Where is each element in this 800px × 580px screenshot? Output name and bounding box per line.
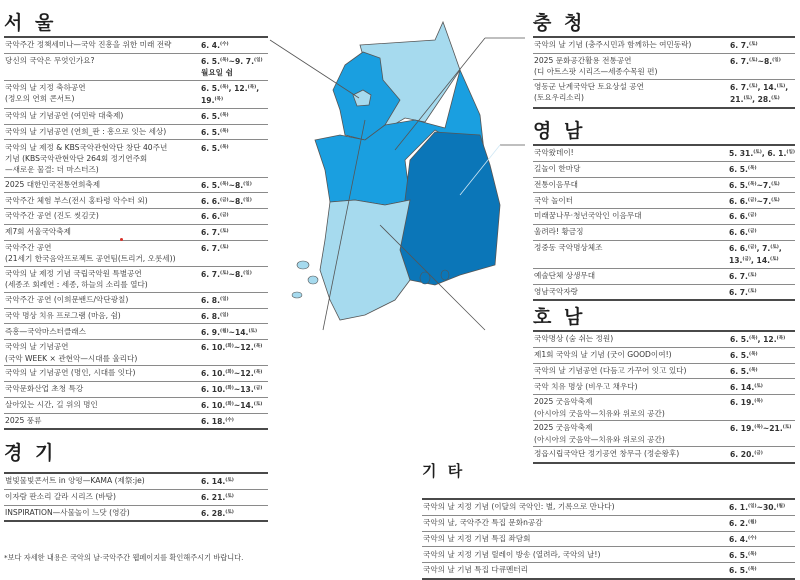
- event-date: 6. 2.$^{(월)}$: [728, 515, 795, 531]
- weekday-superscript: (일): [253, 58, 263, 64]
- seoul-heading: 서 울: [4, 12, 57, 34]
- weekday-superscript: (토): [225, 478, 234, 484]
- weekday-superscript: (일): [243, 271, 252, 277]
- event-title: 국악의 날 기념 (충주시민과 함께하는 여민동락): [533, 37, 729, 53]
- weekday-superscript: (토): [219, 271, 229, 277]
- event-title: 국악주간 공연 (진도 씻김굿): [4, 209, 200, 225]
- event-date: 6. 5.$^{(목)}$~8.$^{(일)}$: [200, 177, 268, 193]
- event-title: 국악 명상 치유 프로그램 (마음, 쉼): [4, 308, 200, 324]
- event-row: [533, 421, 795, 447]
- event-date: 5. 31.$^{(토)}$, 6. 1.$^{(일)}$: [728, 145, 795, 161]
- event-row: [533, 193, 795, 209]
- weekday-superscript: (목): [747, 567, 757, 573]
- event-date: 6. 5.$^{(목)}$: [200, 108, 268, 124]
- event-title: 2025 굿음악축제 (아시아의 굿음악—치유와 위로의 공간): [533, 421, 729, 447]
- event-date: 6. 5.$^{(목)}$~9. 7.$^{(일)}$ 월요일 쉼: [200, 53, 268, 80]
- event-row: [4, 80, 268, 108]
- event-title: 국악의 날 지정 축하공연 (정오의 연희 콘서트): [4, 80, 200, 108]
- event-row: [4, 413, 268, 429]
- event-title: 예술단체 상생무대: [533, 268, 728, 284]
- event-title: 국악명상 (숨 쉬는 정원): [533, 331, 729, 347]
- red-dot-mark: [120, 238, 123, 241]
- weekday-superscript: (토): [771, 197, 780, 203]
- weekday-superscript: (토): [771, 181, 780, 187]
- weekday-superscript: (목): [253, 344, 263, 350]
- event-row: [4, 140, 268, 177]
- event-row: [533, 79, 795, 108]
- weekday-superscript: (토): [747, 288, 757, 294]
- weekday-superscript: (토): [754, 383, 763, 389]
- event-title: 제7회 서울국악축제: [4, 224, 200, 240]
- event-date: 6. 5.$^{(목)}$: [729, 363, 795, 379]
- event-title: 이자람 판소리 갈라 시리즈 (바탕): [4, 489, 200, 505]
- event-row: [533, 161, 795, 177]
- event-title: 국악의 날 지정 기념 릴레이 방송 (열려라, 국악의 날!): [422, 547, 728, 563]
- event-date: 6. 14.$^{(토)}$: [729, 379, 795, 395]
- event-row: [4, 240, 268, 266]
- honam-heading: 호 남: [533, 306, 586, 328]
- weekday-superscript: (목): [253, 370, 263, 376]
- event-title: 국악의 날 기념공연 (국악 WEEK × 관현악—시대를 울리다): [4, 340, 200, 366]
- weekday-superscript: (금): [747, 229, 757, 235]
- event-date: 6. 6.$^{(금)}$~7.$^{(토)}$: [728, 193, 795, 209]
- event-row: [422, 547, 795, 563]
- event-title: 국악주간 정책세미나—국악 진흥을 위한 미래 전략: [4, 37, 200, 53]
- weekday-superscript: (화): [225, 402, 234, 408]
- weekday-superscript: (토): [770, 245, 779, 251]
- event-title: 국악의 날 기념 특집 다큐멘터리: [423, 565, 529, 575]
- event-row: [4, 292, 268, 308]
- event-title: 국악의 날 지정 기념 (이달의 국악인: 별, 기록으로 만나다): [422, 499, 728, 515]
- event-date: 6. 10.$^{(화)}$~12.$^{(목)}$: [200, 366, 268, 382]
- event-title: 미래꿈나무·청년국악인 이음무대: [533, 209, 728, 225]
- gyeonggi-event-table: [4, 472, 268, 522]
- map-region-yeongnam: [400, 132, 500, 285]
- event-row: [4, 381, 268, 397]
- event-title: 영남국악자랑: [534, 286, 579, 296]
- event-date: 6. 10.$^{(화)}$~13.$^{(금)}$: [200, 381, 268, 397]
- weekday-superscript: (화): [225, 370, 234, 376]
- weekday-superscript: (일): [772, 58, 781, 64]
- weekday-superscript: (화): [225, 344, 234, 350]
- weekday-superscript: (일): [747, 504, 757, 510]
- gyeonggi-heading: 경 기: [4, 442, 57, 464]
- event-row: [4, 340, 268, 366]
- yeongnam-section: [533, 120, 795, 301]
- event-date: 6. 19.$^{(목)}$: [729, 395, 795, 421]
- yeongnam-event-table: [533, 144, 795, 301]
- event-date: 6. 5.$^{(목)}$~7.$^{(토)}$: [728, 177, 795, 193]
- event-title: 2025 굿음악축제 (아시아의 굿음악—치유와 위로의 공간): [533, 395, 729, 421]
- event-title: 제1회 국악의 날 기념 (굿이 GOOD이여!): [533, 347, 729, 363]
- weekday-superscript: (목): [219, 85, 229, 91]
- chungcheong-section: [533, 12, 795, 109]
- event-title: 국악주간 체험 부스(전시 홍타령 악수터 외): [4, 193, 200, 209]
- event-title: 국악 치유 명상 (비우고 채우다): [533, 379, 729, 395]
- weekday-superscript: (목): [219, 181, 229, 187]
- event-date: 6. 5.$^{(목)}$, 12.$^{(목)}$, 19.$^{(목)}$: [200, 80, 268, 108]
- event-row: [4, 53, 268, 80]
- event-row: [4, 489, 268, 505]
- weekday-superscript: (금): [253, 386, 263, 392]
- event-date: 6. 7.$^{(토)}$~8.$^{(일)}$: [200, 266, 268, 292]
- weekday-superscript: (토): [248, 328, 258, 334]
- korea-region-map: [285, 10, 525, 330]
- event-date: 6. 20.$^{(금)}$: [730, 450, 763, 460]
- weekday-superscript: (화): [225, 386, 234, 392]
- weekday-superscript: (토): [748, 58, 758, 64]
- event-title: 2025 풍류: [5, 415, 42, 425]
- weekday-superscript: (토): [753, 150, 762, 156]
- weekday-superscript: (목): [754, 425, 763, 431]
- map-region-honam: [320, 200, 410, 320]
- weekday-superscript: (목): [219, 58, 229, 64]
- event-row: [4, 124, 268, 140]
- weekday-superscript: (목): [776, 336, 786, 342]
- weekday-superscript: (금): [747, 213, 757, 219]
- map-island: [297, 261, 309, 269]
- event-row: [533, 379, 795, 395]
- weekday-superscript: (월): [747, 520, 757, 526]
- event-row: [533, 268, 795, 284]
- event-title: 국악문화산업 초청 특강: [4, 381, 200, 397]
- event-row: [422, 515, 795, 531]
- event-date: 6. 8.$^{(일)}$: [200, 308, 268, 324]
- event-row: [4, 193, 268, 209]
- event-title: 국악주간 공연 (21세기 한국음악프로젝트 공연팀(트리거, 오롯세)): [4, 240, 200, 266]
- seoul-event-table: [4, 36, 268, 430]
- event-row: [4, 366, 268, 382]
- weekday-superscript: (목): [748, 336, 758, 342]
- event-title: 정중동 국악명상체조: [533, 240, 728, 268]
- event-row: [4, 224, 268, 240]
- weekday-superscript: (목): [219, 144, 229, 150]
- map-island: [441, 270, 449, 280]
- event-date: 6. 5.$^{(목)}$, 12.$^{(목)}$: [729, 331, 795, 347]
- event-date: 6. 19.$^{(목)}$~21.$^{(토)}$: [729, 421, 795, 447]
- event-date: 6. 5.$^{(목)}$: [200, 124, 268, 140]
- event-date: 6. 5.$^{(목)}$: [728, 161, 795, 177]
- gyeonggi-section: [4, 442, 268, 522]
- weekday-superscript: (토): [253, 402, 263, 408]
- weekday-superscript: (목): [747, 551, 757, 557]
- weekday-superscript: (토): [219, 229, 229, 235]
- footnote: *보다 자세한 내용은 국악의 날·국악주간 웹페이지를 확인해주시기 바랍니다.: [4, 553, 244, 562]
- weekday-superscript: (목): [219, 128, 229, 134]
- weekday-superscript: (토): [225, 494, 234, 500]
- event-title: 살아있는 시간, 길 위의 명인: [4, 397, 200, 413]
- event-row: [533, 347, 795, 363]
- weekday-superscript: (일): [219, 297, 229, 303]
- event-date: 6. 10.$^{(화)}$~12.$^{(목)}$: [200, 340, 268, 366]
- event-date: 6. 9.$^{(월)}$~14.$^{(토)}$: [200, 324, 268, 340]
- weekday-superscript: (수): [747, 535, 757, 541]
- honam-event-table: [533, 330, 795, 464]
- event-row: [422, 499, 795, 515]
- weekday-superscript: (목): [747, 181, 757, 187]
- event-row: [4, 209, 268, 225]
- event-row: [533, 145, 795, 161]
- weekday-superscript: (일): [243, 181, 252, 187]
- event-row: [422, 563, 795, 579]
- map-island: [308, 276, 318, 284]
- event-title: 국악의 날 기념공연 (다듬고 가꾸어 잇고 있다): [533, 363, 729, 379]
- event-title: 국악의 날 지정 기념 특집 좌담회: [422, 531, 728, 547]
- map-island: [292, 292, 302, 298]
- event-date: 6. 7.$^{(토)}$: [200, 240, 268, 266]
- seoul-section: [4, 12, 268, 430]
- event-row: [4, 308, 268, 324]
- event-date: 6. 7.$^{(토)}$~8.$^{(일)}$: [729, 53, 795, 79]
- weekday-superscript: (토): [748, 84, 758, 90]
- weekday-superscript: (일): [219, 312, 229, 318]
- event-date: 6. 4.$^{(수)}$: [200, 37, 268, 53]
- weekday-superscript: (목): [219, 113, 229, 119]
- event-row: [533, 284, 795, 300]
- event-date: 6. 7.$^{(토)}$: [729, 37, 795, 53]
- event-date: 6. 4.$^{(수)}$: [728, 531, 795, 547]
- weekday-superscript: (금): [219, 213, 229, 219]
- event-date: 6. 5.$^{(목)}$: [728, 547, 795, 563]
- event-row: [533, 37, 795, 53]
- weekday-superscript: (금): [747, 245, 757, 251]
- weekday-superscript: (월): [219, 328, 229, 334]
- event-date: 6. 7.$^{(토)}$: [728, 287, 757, 297]
- event-date: 6. 1.$^{(일)}$~30.$^{(월)}$: [728, 499, 795, 515]
- weekday-superscript: (목): [247, 85, 257, 91]
- etc-section: [422, 460, 795, 580]
- event-row: [533, 331, 795, 347]
- event-date: 6. 7.$^{(토)}$: [728, 268, 795, 284]
- event-row: [533, 209, 795, 225]
- weekday-superscript: (토): [748, 42, 758, 48]
- event-row: [4, 473, 268, 489]
- weekday-superscript: (토): [747, 273, 757, 279]
- event-title: 2025 문화공간활용 전통공연 (디 아트스팟 시리즈—세종수목원 편): [533, 53, 729, 79]
- event-title: 정읍시립국악단 정기공연 창무극 (정순왕후): [534, 449, 680, 459]
- weekday-superscript: (수): [225, 417, 234, 423]
- etc-event-table: [422, 498, 795, 580]
- event-date: 6. 8.$^{(일)}$: [200, 292, 268, 308]
- event-title: 국악의 날 기념공연 (연희_판 : 흥으로 잇는 세상): [4, 124, 200, 140]
- event-row: [4, 108, 268, 124]
- event-title: 즉흥—국악마스터클래스: [4, 324, 200, 340]
- chungcheong-event-table: [533, 36, 795, 109]
- event-title: 별빛물빛콘서트 in 양평—KAMA (제祭:je): [4, 473, 200, 489]
- weekday-superscript: (일): [786, 150, 795, 156]
- event-row: [533, 395, 795, 421]
- weekday-superscript: (금): [742, 257, 752, 263]
- weekday-superscript: (토): [770, 257, 779, 263]
- weekday-superscript: (목): [748, 367, 758, 373]
- event-row: [533, 224, 795, 240]
- weekday-superscript: (일): [243, 197, 252, 203]
- event-title: INSPIRATION—사물놀이 느닷 (영감): [5, 507, 130, 517]
- weekday-superscript: (금): [754, 451, 763, 457]
- weekday-superscript: (토): [776, 84, 786, 90]
- event-date: 6. 5.$^{(목)}$: [729, 347, 795, 363]
- event-title: 울려라! 황금징: [533, 224, 728, 240]
- event-row: [533, 177, 795, 193]
- yeongnam-heading: 영 남: [533, 120, 586, 142]
- event-row: [533, 53, 795, 79]
- event-date: 6. 6.$^{(금)}$, 7.$^{(토)}$, 13.$^{(금)}$, 14.$^{(토)}$: [728, 240, 795, 268]
- event-row: [533, 240, 795, 268]
- event-row: [4, 324, 268, 340]
- event-title: 국악의 날 제정 & KBS국악관현악단 창단 40주년 기념 (KBS국악관현악단 264회 정기연주회 —새로운 물결: 더 마스터즈): [4, 140, 200, 177]
- event-title: 길놀이 한마당: [533, 161, 728, 177]
- event-date: 6. 6.$^{(금)}$~8.$^{(일)}$: [200, 193, 268, 209]
- weekday-superscript: (토): [743, 96, 753, 102]
- weekday-superscript: (토): [219, 245, 229, 251]
- weekday-superscript: (수): [219, 42, 229, 48]
- event-date: 6. 7.$^{(토)}$: [200, 224, 268, 240]
- weekday-superscript: (목): [214, 97, 224, 103]
- event-date: 6. 5.$^{(목)}$: [729, 566, 757, 576]
- weekday-superscript: (토): [225, 509, 234, 515]
- etc-heading: 기 타: [422, 462, 466, 480]
- weekday-superscript: (목): [747, 166, 757, 172]
- event-title: 국악 놀이터: [533, 193, 728, 209]
- event-row: [422, 531, 795, 547]
- weekday-superscript: (월): [776, 504, 786, 510]
- event-date: 6. 28.$^{(토)}$: [201, 508, 234, 518]
- weekday-superscript: (금): [747, 197, 757, 203]
- event-date: 6. 7.$^{(토)}$, 14.$^{(토)}$, 21.$^{(토)}$, 28.$^{(토)}$: [730, 83, 789, 105]
- honam-section: [533, 306, 795, 464]
- event-title: 국악의 날 기념공연 (명인, 시대를 잇다): [4, 366, 200, 382]
- event-title: 당신의 국악은 무엇인가요?: [4, 53, 200, 80]
- event-title: 국악주간 공연 (이희문밴드/악단광칠): [4, 292, 200, 308]
- event-row: [4, 266, 268, 292]
- event-title: 국악의 날 기념공연 (여민락 대축제): [4, 108, 200, 124]
- weekday-superscript: (목): [754, 399, 763, 405]
- event-title: 국악의 날 제정 기념 국립국악원 특별공연 (세종조 회례연 : 세종, 하늘의 소리를 열다): [4, 266, 200, 292]
- event-row: [4, 37, 268, 53]
- event-date: 6. 6.$^{(금)}$: [728, 224, 795, 240]
- event-row: [4, 505, 268, 521]
- weekday-superscript: (토): [782, 425, 792, 431]
- weekday-superscript: (금): [219, 197, 229, 203]
- event-date: 6. 5.$^{(목)}$: [200, 140, 268, 177]
- event-date: 6. 6.$^{(금)}$: [728, 209, 795, 225]
- event-row: [4, 177, 268, 193]
- weekday-superscript: (토): [771, 96, 780, 102]
- event-row: [4, 397, 268, 413]
- event-date: 6. 10.$^{(화)}$~14.$^{(토)}$: [200, 397, 268, 413]
- chungcheong-heading: 충 청: [533, 12, 586, 34]
- event-date: 6. 18.$^{(수)}$: [201, 416, 234, 426]
- event-title: 전통이음무대: [533, 177, 728, 193]
- event-title: 국악의 날, 국악주간 특집 문화n공감: [422, 515, 728, 531]
- event-title: 2025 대한민국전통연희축제: [4, 177, 200, 193]
- event-date: 6. 6.$^{(금)}$: [200, 209, 268, 225]
- event-row: [533, 363, 795, 379]
- event-date: 6. 14.$^{(토)}$: [200, 473, 268, 489]
- weekday-superscript: (목): [748, 352, 758, 358]
- event-title: 영동군 난계국악단 토요상설 공연 (토요우리소리): [534, 82, 644, 103]
- event-title: 국악왔데이!: [533, 145, 728, 161]
- event-date: 6. 21.$^{(토)}$: [200, 489, 268, 505]
